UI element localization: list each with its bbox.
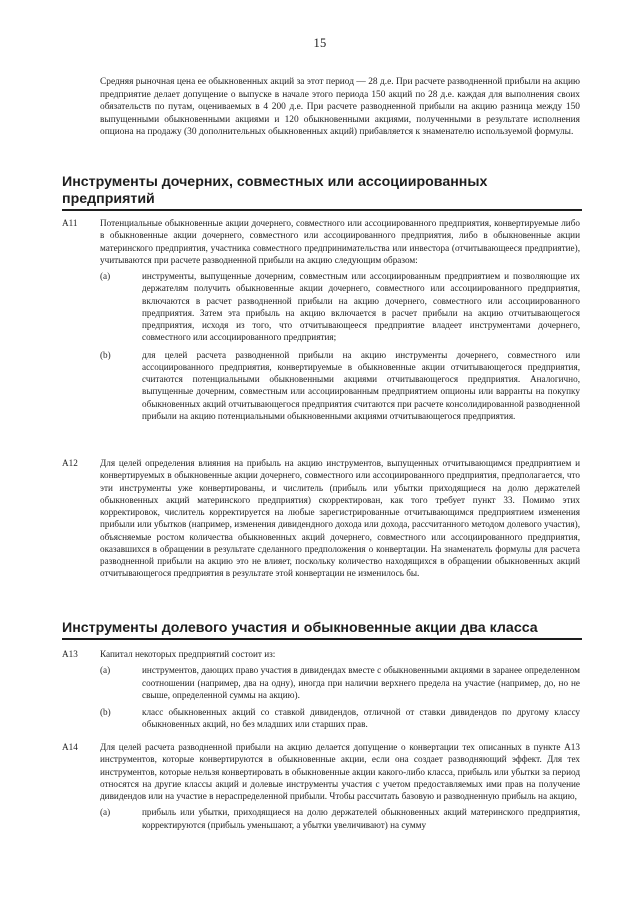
item-list [100,806,580,831]
paragraph-a14 [62,741,580,836]
paragraph-a12 [62,457,580,580]
list-item [100,270,580,344]
list-item [100,349,580,423]
paragraph-number: A14 [62,742,78,752]
paragraph-text: Для целей расчета разводненной прибыли на акцию делается допущение о конвертации тех описанных в пункте A13 инструментов, которые конвертируются в обыкновенные акции, если она создает разводняющий эффект. Для тех инструментов, которые нельзя конвертировать в обыкновенные акции какого-либо класса, прибыль или убытки за период относятся на другие классы акций и долевые инструменты участия с учетом предоставляемых ими прав на получение дивидендов или на участие в нераспределенной прибыли. Чтобы рассчитать базовую и разводненную прибыль на акцию, [100,742,580,801]
item-label: (a) [100,271,111,281]
paragraph-text: Для целей определения влияния на прибыль на акцию инструментов, выпущенных отчитывающимся предприятием и конвертируемых в обыкновенные акции дочернего, совместного или ассоциированного предприятия, предполагается, что эти инструменты уже конвертированы, и числитель (прибыль или убытки приходящиеся на долю держателей обыкновенных акций материнского предприятия) скорректирован, как того требует пункт 33. Помимо этих корректировок, числитель корректируется на любые зарегистрированные отчитывающимся предприятием изменения прибыли или убытков (например, изменения дивидендного дохода или дохода, рассчитанного методом долевого участия), объясняемые ростом количества обыкновенных акций дочернего, совместного или ассоциированного предприятия, оказавшихся в обращении в результате сделанного предположения о конвертации. На знаменатель формулы для расчета разводненной прибыли на акцию это не влияет, поскольку количество находящихся в обращении обыкновенных акций отчитывающегося предприятия в результате этой конвертации не изменилось бы. [100,458,580,579]
item-text: для целей расчета разводненной прибыли на акцию инструменты дочернего, совместного или ассоциированного предприятия, конвертируемые в обыкновенные акции отчитывающегося предприятия, считаются потенциальными обыкновенными акциями отчитывающегося предприятия. Аналогично, выпущенные дочерним, совместным или ассоциированным предприятием опционы или варранты на покупку обыкновенных акций отчитывающегося предприятия считаются при расчете консолидированной разводненной прибыли на акцию потенциальными обыкновенными акциями отчитывающегося предприятия. [142,349,580,421]
heading-rule [62,638,582,640]
page-number: 15 [313,36,327,50]
section-heading-equity-instruments: Инструменты долевого участия и обыкновенные акции два класса [62,620,538,636]
item-label: (a) [100,665,111,676]
paragraph-number: A13 [62,649,78,659]
item-list [100,664,580,730]
item-text: инструменты, выпущенные дочерним, совместным или ассоциированным предприятием и позволяющие их держателям получить обыкновенные акции дочернего, совместного или ассоциированного предприятия, включаются в расчет разводненной прибыли на акцию дочернего, совместного или ассоциированного предприятия. Затем эта прибыль на акцию включается в расчет прибыли на акцию отчитывающегося предприятия, исходя из того, что отчитывающееся предприятие владеет инструментами дочернего, совместного или ассоциированного предприятия; [142,271,580,343]
intro-paragraph: Средняя рыночная цена ее обыкновенных акций за этот период — 28 д.е. При расчете разводненной прибыли на акцию предприятие делает допущение о выпуске в начале этого периода 150 акций по 28 д.е. каждая для выполнения своих обязательств по путам, оцениваемых в 4 200 д.е. При расчете разводненной прибыли на акцию разница между 150 выпущенными обыкновенными акциями и 120 обыкновенными акциями, полученными в результате исполнения опциона на продажу (30 дополнительных обыкновенных акций) прибавляется к знаменателю используемой формулы. [100,77,580,137]
item-label: (a) [100,807,111,818]
paragraph-text: Потенциальные обыкновенные акции дочернего, совместного или ассоциированного предприятия, конвертируемые либо в обыкновенные акции дочернего, совместного или ассоциированного предприятия, либо в обыкновенные акции материнского предприятия, участника совместного предпринимательства или инвестора (отчитывающееся предприятие), учитываются при расчете разводненной прибыли на акцию следующим образом: [100,218,580,265]
paragraph-text: Капитал некоторых предприятий состоит из: [100,649,276,659]
item-label: (b) [100,349,111,360]
list-item [100,806,580,831]
paragraph-number: A12 [62,458,78,468]
item-label: (b) [100,707,111,717]
heading-rule [62,209,582,211]
paragraph-number: A11 [62,218,78,228]
item-text: инструментов, дающих право участия в дивидендах вместе с обыкновенными акциями в заранее определенном соотношении (например, два на одну), иногда при наличии верхнего предела на участие (например, до, но не свыше, определенной суммы на акцию). [142,665,580,700]
paragraph-a13 [62,648,580,736]
item-list [100,270,580,422]
paragraph-a11 [62,217,580,427]
list-item [100,664,580,701]
item-text: класс обыкновенных акций со ставкой дивидендов, отличной от ставки дивидендов по другому классу обыкновенных акций, но без младших или старших прав. [142,707,580,730]
list-item [100,706,580,731]
item-text: прибыль или убытки, приходящиеся на долю держателей обыкновенных акций материнского предприятия, корректируются (прибыль уменьшают, а убытки увеличивают) на сумму [142,807,580,830]
section-heading-subsidiaries: Инструменты дочерних, совместных или ассоциированных предприятий [62,174,488,207]
